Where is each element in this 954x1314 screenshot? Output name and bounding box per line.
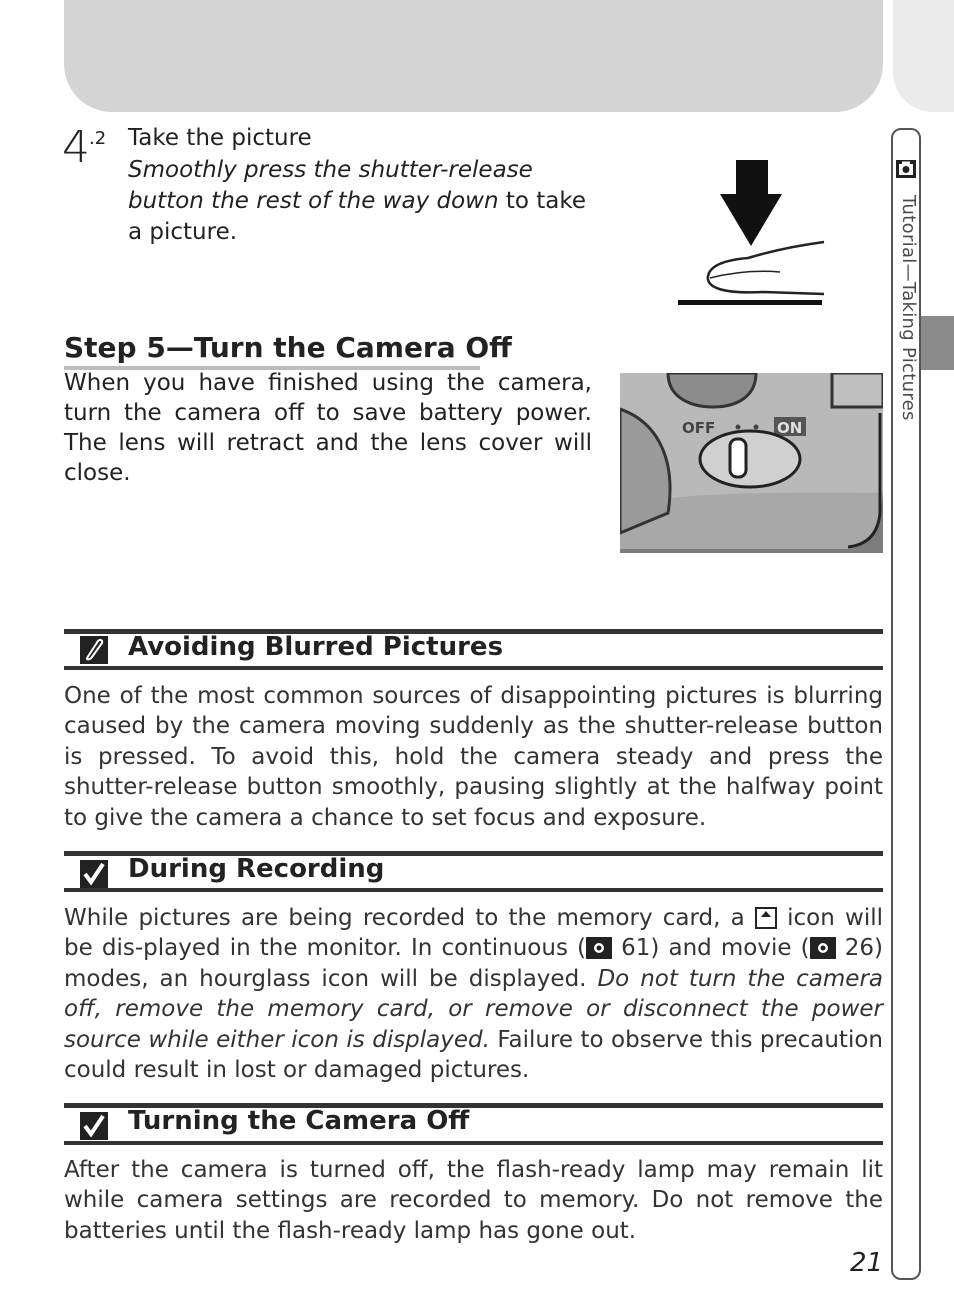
note-text: 26) modes, an hourglass icon will be displayed.: [64, 935, 883, 992]
chapter-label: Tutorial—Taking Pictures: [898, 195, 919, 421]
page-reference-icon: [810, 937, 836, 959]
checkmark-icon: [80, 860, 108, 888]
note-text: icon will be dis-played in the monitor. In continuous (: [64, 905, 884, 962]
switch-on-label: ON: [777, 419, 803, 437]
note-text: While pictures are being recorded to the memory card, a: [64, 905, 755, 931]
page-reference-icon: [586, 937, 612, 959]
note-body-off: After the camera is turned off, the flash-ready lamp may remain lit while camera settings are recorded to memory. Do not remove the batteries until the flash-ready lamp has gone out.: [64, 1157, 883, 1244]
note-body-recording: [64, 903, 883, 1085]
note-warning: Do not turn the camera off, remove the memory card, or remove or disconnect the power source while either icon is displayed.: [64, 965, 883, 1053]
note-text: 61) and movie (: [612, 935, 810, 962]
note-rule-bottom: [64, 888, 883, 892]
note-title-off: Turning the Camera Off: [128, 1106, 470, 1136]
chapter-tab-marker: [921, 316, 954, 370]
power-switch-illustration: [620, 373, 883, 553]
step-instruction-emphasis: Smoothly press the shutter-release button the rest of the way down: [128, 157, 533, 214]
switch-off-label: OFF: [682, 419, 716, 437]
header-banner: [64, 0, 883, 112]
step-title: Take the picture: [128, 125, 312, 151]
note-text: Failure to observe this precaution could result in lost or damaged pictures.: [64, 1026, 883, 1084]
pencil-note-icon: [80, 636, 108, 664]
header-banner-right: [893, 0, 954, 112]
step-substep: .2: [89, 128, 107, 149]
section-heading: Step 5—Turn the Camera Off: [64, 331, 512, 364]
step-instruction: [128, 155, 598, 248]
note-rule-bottom: [64, 1141, 883, 1145]
step-instruction-tail: to take a picture.: [128, 188, 587, 245]
note-title-blur: Avoiding Blurred Pictures: [128, 632, 504, 662]
note-body-blur: One of the most common sources of disappointing pictures is blurring caused by the camera moving suddenly as the shutter-release button is pressed. To avoid this, hold the camera steady and press the shutter-release button smoothly, pausing slightly at the halfway point to give the camera a chance to set focus and exposure.: [64, 683, 883, 831]
card-recording-icon: [755, 907, 777, 929]
note-rule-bottom: [64, 666, 883, 670]
section-body: When you have finished using the camera, turn the camera off to save battery power. The lens will retract and the lens cover will close.: [64, 370, 592, 486]
checkmark-icon: [80, 1112, 108, 1140]
page-number: 21: [850, 1248, 884, 1278]
note-title-recording: During Recording: [128, 854, 385, 884]
shutter-press-illustration: [676, 160, 826, 310]
step-number: 4: [62, 122, 90, 173]
camera-icon: [895, 158, 917, 180]
